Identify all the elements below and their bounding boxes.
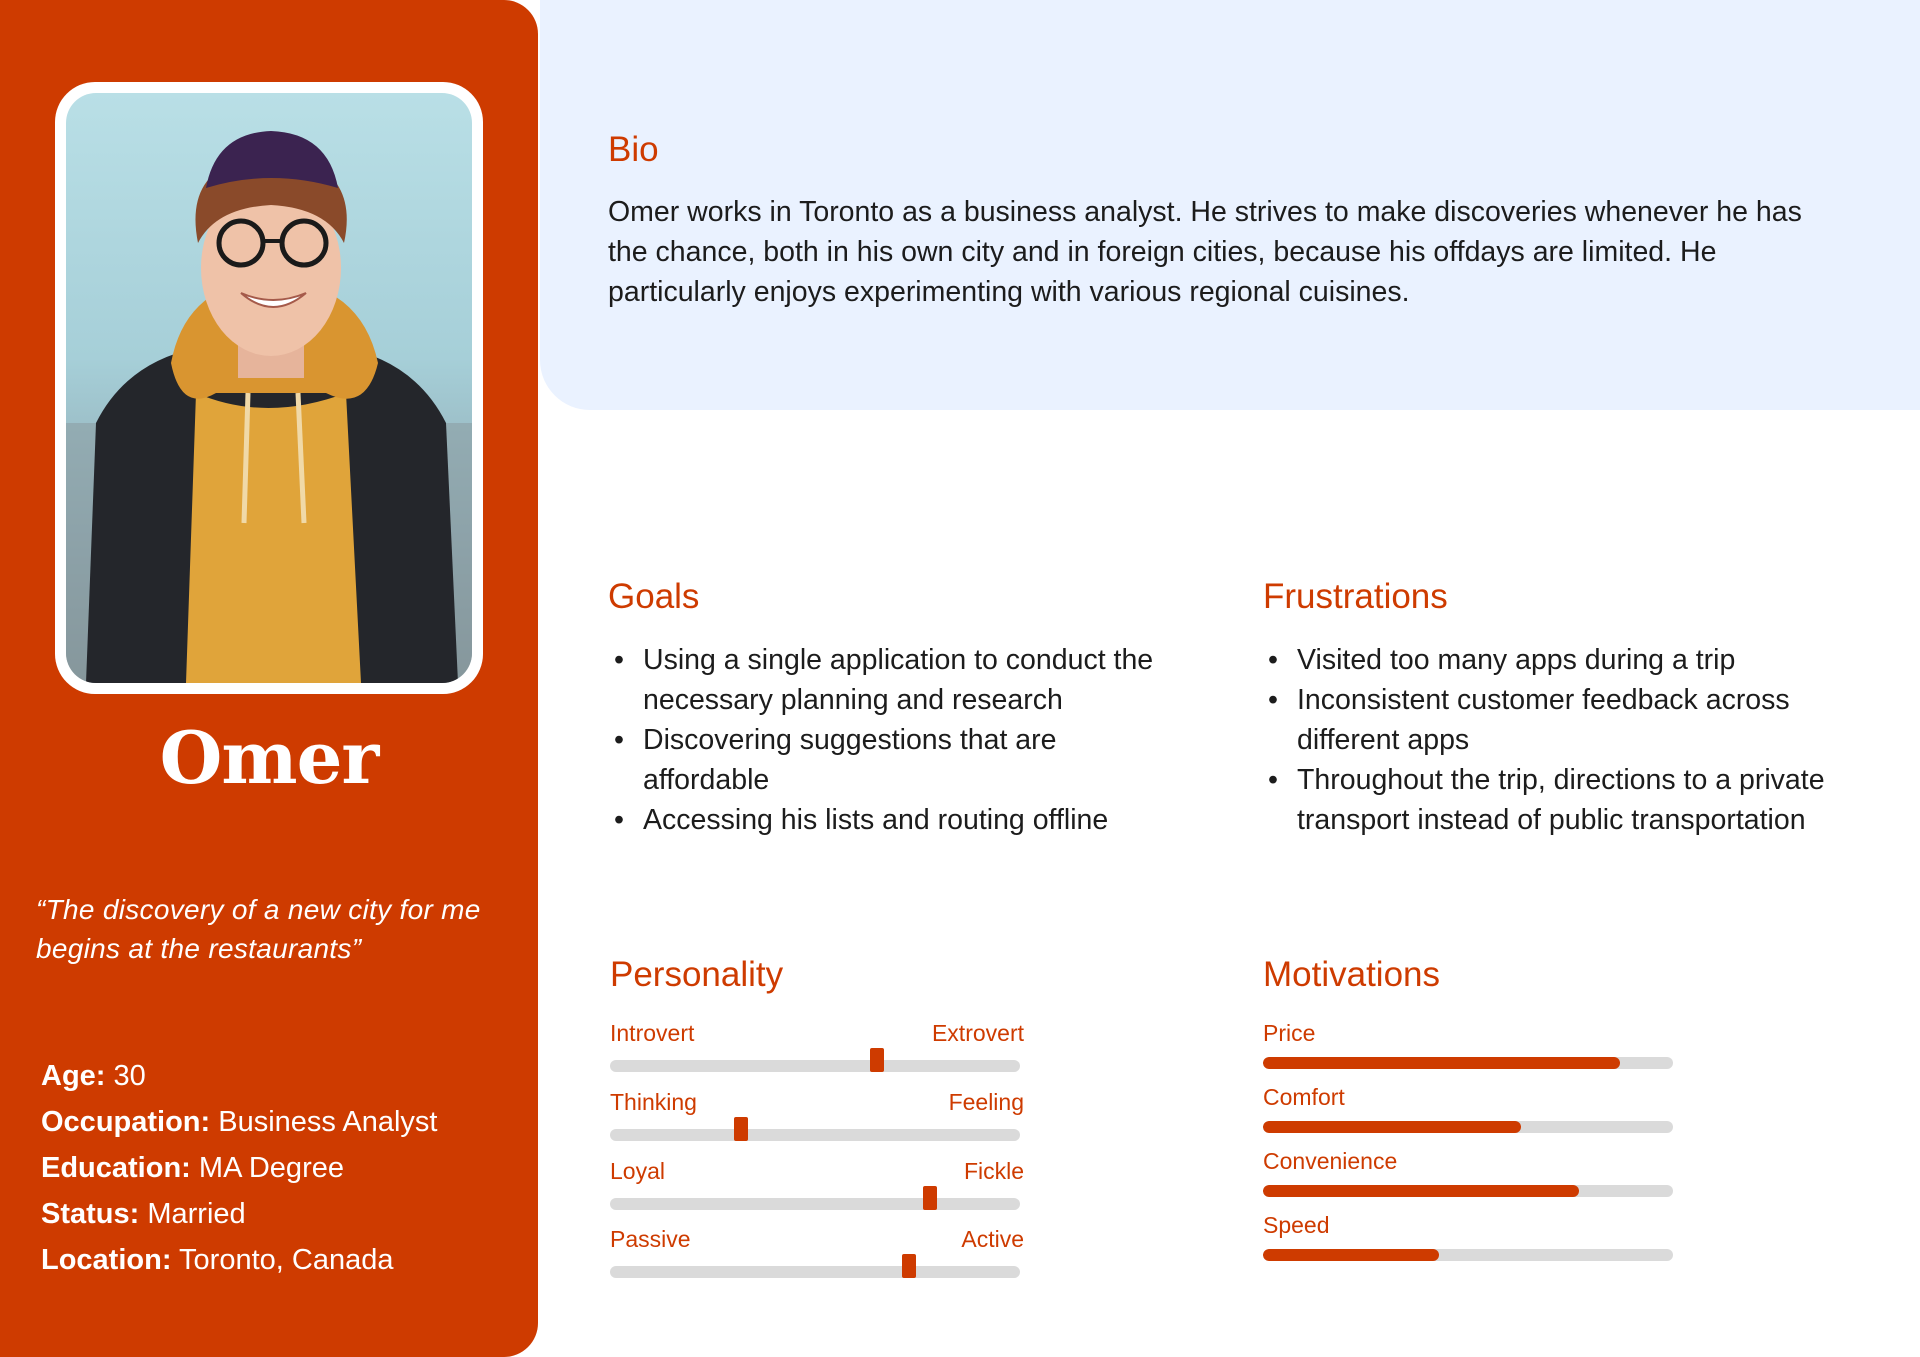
detail-age: [41, 1053, 437, 1099]
motivation-label: Speed: [1263, 1212, 1330, 1238]
motivation-bar-fill: [1263, 1185, 1579, 1197]
persona-card: [0, 0, 538, 1357]
frustrations-title: Frustrations: [1263, 577, 1448, 616]
detail-label: Occupation:: [41, 1106, 211, 1138]
detail-value: Business Analyst: [218, 1106, 438, 1138]
trait-slider-track[interactable]: [610, 1198, 1020, 1210]
motivation-bar-track: [1263, 1249, 1673, 1261]
personality-title: Personality: [610, 955, 784, 994]
list-item: • Inconsistent customer feedback across different apps: [1264, 680, 1900, 760]
motivation-bar-fill: [1263, 1121, 1521, 1133]
detail-education: [41, 1145, 437, 1191]
trait-left-label: Passive: [610, 1226, 691, 1252]
trait-right-label: Fickle: [963, 1158, 1024, 1184]
detail-value: MA Degree: [198, 1152, 344, 1184]
detail-value: Toronto, Canada: [179, 1244, 394, 1276]
trait-slider-track[interactable]: [610, 1060, 1020, 1072]
detail-value: 30: [113, 1060, 146, 1092]
trait-slider-thumb[interactable]: [734, 1117, 748, 1141]
motivation-bar-fill: [1263, 1057, 1620, 1069]
motivation-label: Comfort: [1263, 1084, 1345, 1110]
trait-left-label: Thinking: [610, 1089, 697, 1115]
motivation-bar-track: [1263, 1057, 1673, 1069]
trait-slider-track[interactable]: [610, 1266, 1020, 1278]
detail-label: Age:: [41, 1060, 106, 1092]
motivation-bar-track: [1263, 1121, 1673, 1133]
persona-quote: “The discovery of a new city for me begins at the restaurants”: [36, 894, 481, 964]
motivation-bar-track: [1263, 1185, 1673, 1197]
trait-introvert-extrovert: [610, 1020, 1024, 1080]
detail-label: Status:: [41, 1198, 140, 1230]
detail-value: Married: [147, 1198, 246, 1230]
motivation-convenience: [1263, 1148, 1675, 1198]
list-item: • Using a single application to conduct the necessary planning and research: [610, 640, 1170, 720]
list-item: • Visited too many apps during a trip: [1264, 640, 1900, 680]
trait-left-label: Loyal: [610, 1158, 665, 1184]
detail-label: Location:: [41, 1244, 172, 1276]
frustrations-list: [1264, 640, 1900, 840]
motivation-price: [1263, 1020, 1675, 1070]
persona-illustration: [66, 93, 472, 683]
trait-slider-thumb[interactable]: [870, 1048, 884, 1072]
detail-occupation: [41, 1099, 437, 1145]
trait-loyal-fickle: [610, 1158, 1024, 1218]
persona-photo: [66, 93, 472, 683]
list-item: • Accessing his lists and routing offline: [610, 800, 1170, 840]
detail-label: Education:: [41, 1152, 191, 1184]
trait-slider-thumb[interactable]: [902, 1254, 916, 1278]
persona-name: Omer: [159, 715, 379, 800]
photo-frame: [55, 82, 483, 694]
motivation-bar-fill: [1263, 1249, 1439, 1261]
detail-location: [41, 1237, 437, 1283]
trait-right-label: Extrovert: [931, 1020, 1024, 1046]
motivation-speed: [1263, 1212, 1675, 1262]
trait-slider-track[interactable]: [610, 1129, 1020, 1141]
list-item: • Discovering suggestions that are affordable: [610, 720, 1170, 800]
goals-list: [610, 640, 1170, 840]
trait-slider-thumb[interactable]: [923, 1186, 937, 1210]
motivation-label: Convenience: [1263, 1148, 1398, 1174]
trait-passive-active: [610, 1226, 1024, 1286]
motivations-title: Motivations: [1263, 955, 1441, 994]
trait-right-label: Active: [961, 1226, 1024, 1252]
bio-text: Omer works in Toronto as a business analyst. He strives to make discoveries whenever he has the chance, both in his own city and in foreign cities, because his offdays are limited. He particularly enjoys experimenting with various regional cuisines.: [608, 196, 1802, 308]
trait-right-label: Feeling: [948, 1089, 1024, 1115]
trait-thinking-feeling: [610, 1089, 1024, 1149]
trait-left-label: Introvert: [610, 1020, 695, 1046]
motivation-comfort: [1263, 1084, 1675, 1134]
list-item: • Throughout the trip, directions to a private transport instead of public transportation: [1264, 760, 1900, 840]
motivation-label: Price: [1263, 1020, 1316, 1046]
bio-title: Bio: [608, 130, 659, 169]
goals-title: Goals: [608, 577, 700, 616]
detail-status: [41, 1191, 437, 1237]
persona-details: [41, 1053, 437, 1283]
